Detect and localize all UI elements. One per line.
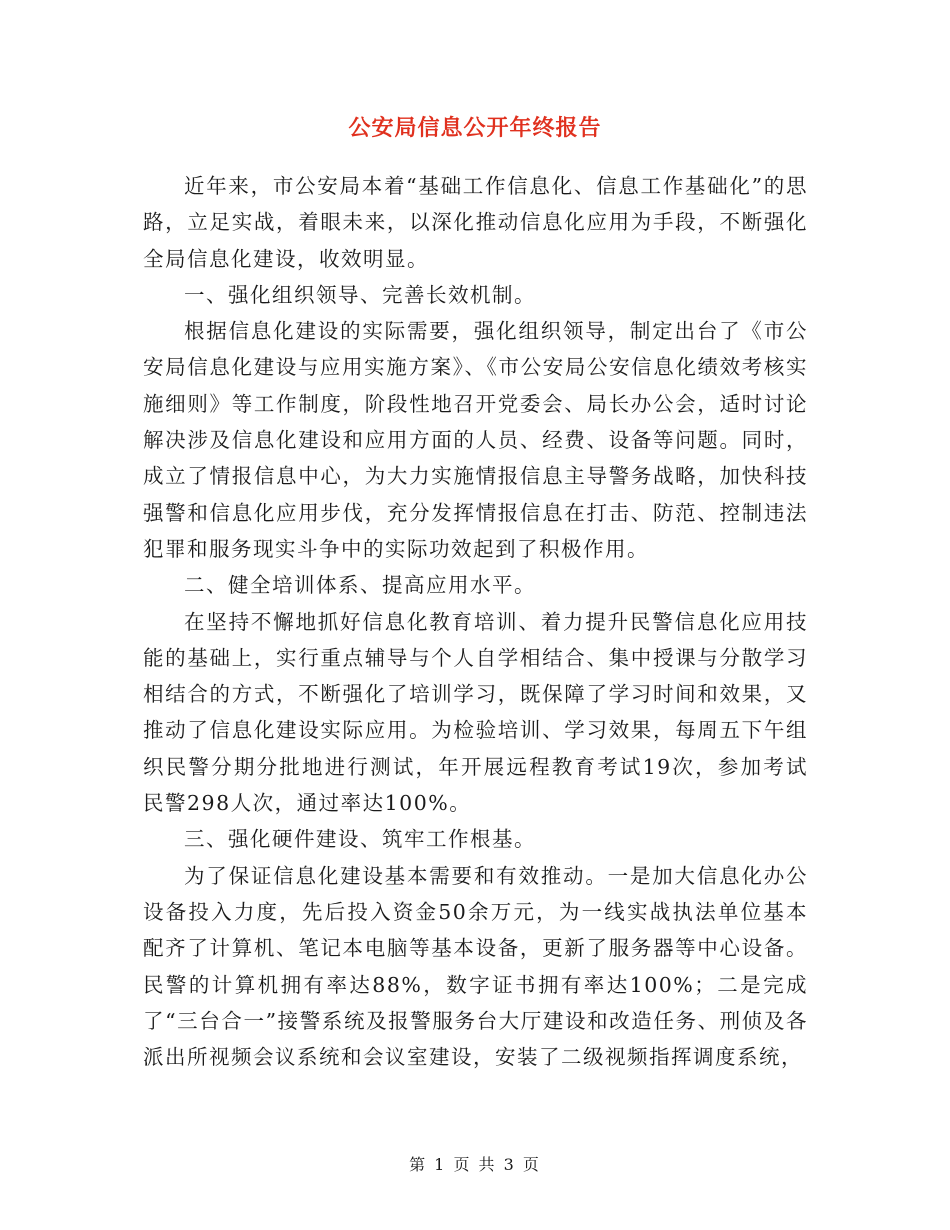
paragraph-section-3: 为了保证信息化建设基本需要和有效推动。一是加大信息化办公设备投入力度，先后投入资金50余万元，为一线实战执法单位基本配齐了计算机、笔记本电脑等基本设备，更新了服务器等中心设备。民警的计算机拥有率达88%，数字证书拥有率达100%；二是完成了“三台合一”接警系统及报警服务台大厅建设和改造任务、刑侦及各派出所视频会议系统和会议室建设，安装了二级视频指挥调度系统， bbox=[143, 863, 808, 1070]
paragraph-section-2: 在坚持不懈地抓好信息化教育培训、着力提升民警信息化应用技能的基础上，实行重点辅导与个人自学相结合、集中授课与分散学习相结合的方式，不断强化了培训学习，既保障了学习时间和效果，又推动了信息化建设实际应用。为检验培训、学习效果，每周五下午组织民警分期分批地进行测试，年开展远程教育考试19次，参加考试民警298人次，通过率达100%。 bbox=[143, 609, 808, 816]
paragraph-intro: 近年来，市公安局本着“基础工作信息化、信息工作基础化”的思路，立足实战，着眼未来，以深化推动信息化应用为手段，不断强化全局信息化建设，收效明显。 bbox=[143, 174, 808, 271]
document-title: 公安局信息公开年终报告 bbox=[348, 115, 602, 141]
section-heading-3: 三、强化硬件建设、筑牢工作根基。 bbox=[184, 827, 536, 852]
section-heading-2: 二、健全培训体系、提高应用水平。 bbox=[184, 573, 536, 598]
document-body bbox=[143, 168, 808, 1075]
section-heading-1: 一、强化组织领导、完善长效机制。 bbox=[184, 282, 536, 307]
page-number: 第 1 页 共 3 页 bbox=[409, 1155, 541, 1174]
paragraph-section-1: 根据信息化建设的实际需要，强化组织领导，制定出台了《市公安局信息化建设与应用实施方案》、《市公安局公安信息化绩效考核实施细则》等工作制度，阶段性地召开党委会、局长办公会，适时讨论解决涉及信息化建设和应用方面的人员、经费、设备等问题。同时，成立了情报信息中心，为大力实施情报信息主导警务战略，加快科技强警和信息化应用步伐，充分发挥情报信息在打击、防范、控制违法犯罪和服务现实斗争中的实际功效起到了积极作用。 bbox=[143, 319, 808, 561]
